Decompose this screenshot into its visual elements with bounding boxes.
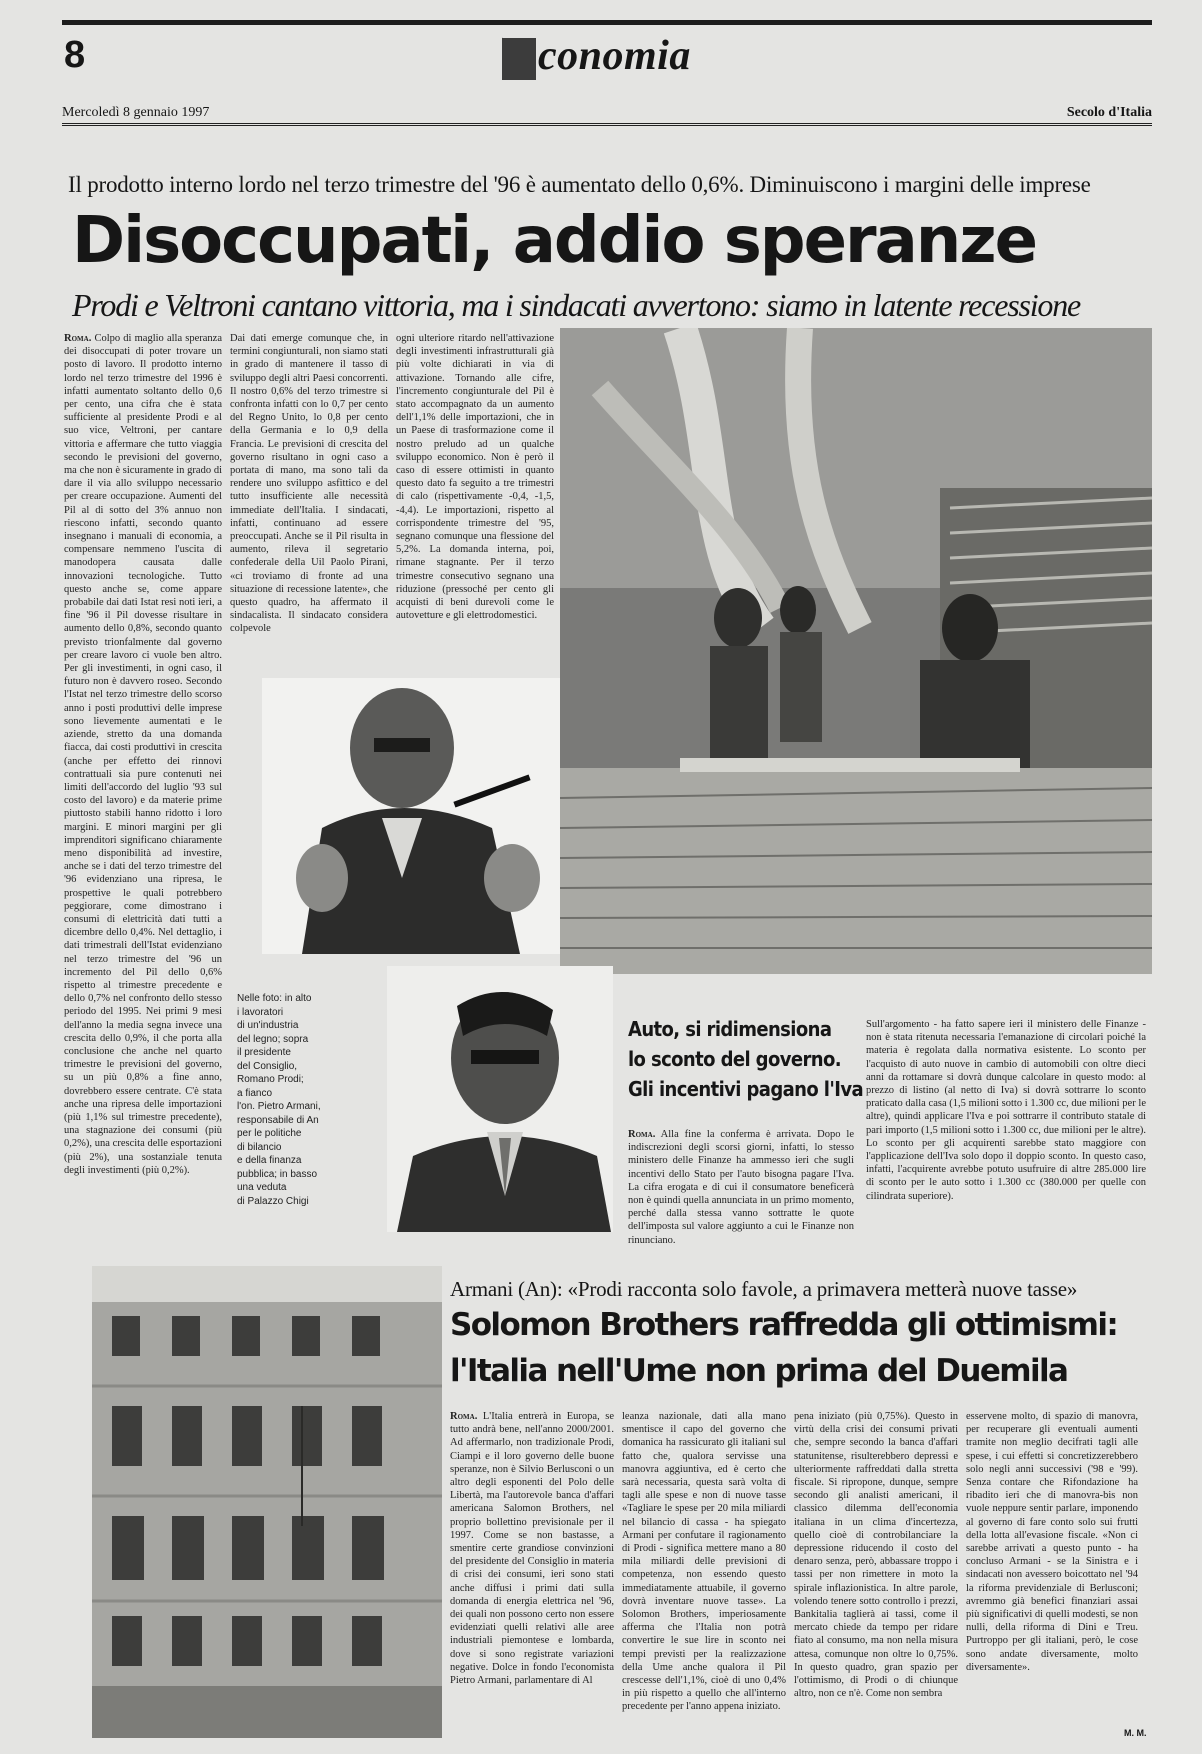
- second-headline-line-2: l'Italia nell'Ume non prima del Duemila: [450, 1353, 1068, 1389]
- main-headline: Disoccupati, addio speranze: [72, 204, 1036, 278]
- second-column-1-text: L'Italia entrerà in Europa, se tutto andrà bene, nell'anno 2000/2001. Ad affermarlo, non tradizionale Prodi, Ciampi e il loro governo delle buone speranze, non è Silvio Berlusconi o un altro degli esponenti del Polo delle Libertà, ma l'autorevole banca d'affari americana Salomon Brothers, nel proprio bollettino previsionale per il 1997. Come se non bastasse, a smentire certe grandiose convinzioni del presidente del Consiglio in materia di crisi dei consumi, ieri sono stati anche diffusi i primi dati sulla domanda di energia elettrica nel '96, dei quali non possono certo non essere evidenziati quelli relativi alle aree industriali piemontese e lombarda, dove si sono registrate variazioni negative. Dolce in fondo l'economista Pietro Armani, parlamentare di Al: [450, 1411, 614, 1687]
- prodi-photo: [262, 678, 560, 954]
- workers-illustration: [560, 328, 1152, 974]
- second-column-3-text: pena iniziato (più 0,75%). Questo in virtù della crisi dei consumi privati che, sempre secondo la banca d'affari statunitense, risulterebbero depressi e ulteriormente raffreddati dalla stretta fiscale. Si ripropone, dunque, sempre secondo gli analisti americani, il classico dilemma dell'economia italiana in un clima d'incertezza, quello cioè di controbilanciare la depressione riducendo il costo del denaro senza, però, abbassare troppo i tassi per non rimettere in moto la spirale inflazionistica. In altre parole, volendo tenere sotto controllo i prezzi, Bankitalia taglierà ai tassi, come il mercato chiede da tempo per ridare fiato al consumo, ma non nella misura attesa, comunque non oltre lo 0,75%. In questo quadro, gran spazio per l'ottimismo, di Prodi o di chiunque altro, non ce n'è. Come non sembra: [794, 1411, 958, 1700]
- second-headline: [450, 1302, 1150, 1394]
- main-column-2-text: Dai dati emerge comunque che, in termini congiunturali, non siamo stati in grado di mantenere il tasso di sviluppo degli altri Paesi concorrenti. Il nostro 0,6% del terzo trimestre si confronta infatti con lo 0,7 per cento del Regno Unito, lo 0,8 per cento della Germania e lo 0,9 della Francia. Le previsioni di crescita del governo risultano in ogni caso a portata di mano, ma sono tali da rendere uno sviluppo asfittico e del tutto insufficiente alle necessità immediate dell'Italia. I sindacati, infatti, continuano ad essere preoccupati. Anche se il Pil risulta in aumento, rileva il segretario confederale della Uil Paolo Pirani, «ci troviamo di fronte ad una situazione di recessione latente», che questo quadro, ha affermato il sindacalista. Il sindacato considera colpevole: [230, 333, 388, 635]
- sidebar-headline-line: Gli incentivi pagano l'Iva: [628, 1077, 864, 1101]
- second-headline-line-1: Solomon Brothers raffredda gli ottimismi:: [450, 1307, 1118, 1343]
- author-signature: M. M.: [1124, 1728, 1147, 1738]
- issue-date: Mercoledì 8 gennaio 1997: [62, 105, 210, 120]
- main-column-3-text: ogni ulteriore ritardo nell'attivazione degli investimenti infrastrutturali già più volte dichiarati in via di attivazione. Tornando alle cifre, l'incremento congiunturale del Pil è stato accompagnato da un aumento dell'1,1% delle importazioni, che in un Paese di trasformazione come il nostro preludo ad un qualche sviluppo economico. Non è però il caso di essere ottimisti in quanto questo dato fa seguito a tre trimestri di calo (rispettivamente -0,4, -1,5, -4,4). Le importazioni, rispetto al corrispondente trimestre del '95, segnano comunque una flessione del 5,2%. La domanda interna, poi, rimane stagnante. Per il terzo trimestre consecutivo segnano una riduzione (pressoché per cento gli acquisti di beni durevoli come le autovetture e gli elettrodomestici.: [396, 333, 554, 622]
- palazzo-chigi-photo: [92, 1266, 442, 1738]
- workers-photo: [560, 328, 1152, 974]
- sidebar-dateline: Roma.: [628, 1129, 656, 1140]
- second-column-2: [622, 1410, 786, 1740]
- section-initial-block: E: [502, 38, 536, 80]
- sidebar-column-1-text: Alla fine la conferma è arrivata. Dopo le indiscrezioni degli scorsi giorni, infatti, lo stesso ministero delle Finanze ha ammesso ieri che sugli incentivi dello Stato per l'auto bisogna pagare l'Iva. La cifra erogata e di cui il consumatore beneficerà non è quindi quella annunciata in un primo momento, perché dalla stessa vanno sottratte le quote dell'imposta sul valore aggiunto a cui le Finanze non rinunciano.: [628, 1129, 854, 1246]
- second-column-1: [450, 1410, 614, 1740]
- main-column-1-text: Colpo di maglio alla speranza dei disoccupati di poter trovare un posto di lavoro. Il prodotto interno lordo nel terzo trimestre del 1996 è infatti aumentato soltanto dello 0,6 per cento, una cifra che è stata sufficiente al presidente Prodi e al suo vice, Veltroni, per cantare vittoria e affermare che tutto viaggia secondo le previsioni del governo, ma che non è sicuramente in grado di dare il via allo sviluppo necessario per creare occupazione. Aumenti del Pil al di sotto del 3% annuo non riescono infatti, secondo quanto insegnano i manuali di economia, a compensare nemmeno l'uscita di manodopera causata dalle innovazioni tecnologiche. Tutto questo anche se, come appare probabile dai dati Istat resi noti ieri, a fine '96 il Pil dovesse risultare in aumento dello 0,8%, secondo quanto previsto trionfalmente dal governo per creare lavoro ci vuole ben altro. Per gli investimenti, in ogni caso, il futuro non è davvero roseo. Secondo l'Istat nel terzo trimestre dello scorso anno i posti produttivi delle imprese sono lievemente aumentati e le aziende, stretto da una domanda fiacca, dai costi produttivi in crescita (anche per effetto dei rinnovi contrattuali sia pure contenuti nei limiti dell'accordo del luglio '93 sul costo del lavoro) e da materie prime piuttosto stabili hanno ridotto i loro margini. E minori margini per gli imprenditori significano chiaramente meno disponibilità ad investire, anche se i dati del terzo trimestre del '96 evidenziano una ripresa, le prospettive le quali potrebbero peggiorare, come dimostrano i consumi di elettricità dati tutti a dicembre dello 0,4%. Nel dettaglio, i dati trimestrali dell'Istat evidenziano nel terzo trimestre del '96 un incremento del Pil dello 0,6% rispetto al trimestre precedente e dello 0,7% nel confronto dello stesso periodo del 1995. Nei primi 9 mesi dell'anno la media segna invece una crescita dello 0,9%, il che porta alla conclusione che anche nel quarto trimestre le previsioni del governo, su un più 0,8% a fine anno, dovrebbero essere centrate. C'è stata anche una ripresa delle importazioni (più 1,1% sul trimestre precedente), una stagnazione dei consumi (più 0,2%), una crescita delle esportazioni (più 2%), una sostanziale tenuta degli investimenti (più 0,2%).: [64, 333, 222, 1176]
- sidebar-column-2: [866, 1018, 1146, 1250]
- caption-line: di un'industria: [237, 1020, 299, 1031]
- palazzo-chigi-illustration: [92, 1266, 442, 1738]
- second-dateline: Roma.: [450, 1411, 478, 1422]
- caption-line: i lavoratori: [237, 1006, 284, 1018]
- second-column-2-text: leanza nazionale, dati alla mano smentisce il capo del governo che domanica ha rassicurato gli italiani sul fatto che, qualora servisse una manovra aggiuntiva, ed è certo che sarà necessaria, questa sarà volta di tagli alle spese e non di nuove tasse «Tagliare le spese per 20 mila miliardi nel bilancio di cassa - ha spiegato Armani per confutare il ragionamento di Prodi - significa mettere mano a 80 mila miliardi delle previsioni di competenza, non essendo questo immediatamente attuabile, il governo dovrà inventare nuove tasse». La Solomon Brothers, imperiosamente afferma che l'Italia non potrà convertire le sue lire in sconto nei tempi previsti per la realizzazione della Ume anche qualora il Pil crescesse dell'1,1%, cioè di uno 0,4% in più rispetto a quello che all'interno precedente per l'anno appena iniziato.: [622, 1411, 786, 1713]
- caption-line: e della finanza: [237, 1155, 302, 1166]
- sidebar-headline: [628, 1014, 868, 1104]
- prodi-illustration: [262, 678, 560, 954]
- caption-line: di Palazzo Chigi: [237, 1195, 309, 1207]
- caption-line: Nelle foto: in alto: [237, 993, 312, 1004]
- sidebar-column-2-text: Sull'argomento - ha fatto sapere ieri il ministero delle Finanze - non è stata ritenuta necessaria l'emanazione di circolari poiché la materia è regolata dalla normativa esistente. Lo sconto per l'acquisto di auto nuove in cambio di automobili con oltre dieci anni da rottamare si dovrà dunque calcolare in questo modo: al prezzo di listino (al netto di Iva) si dovrà sottrarre lo sconto praticato dalla casa (1,5 milioni sotto i 1.300 cc, due milioni per le altre), quindi applicare l'Iva e poi sottrarre il contributo statale di pari importo (1,5 milioni sotto i 1.300 cc, due milioni per le altre). Lo sconto per gli acquirenti sarebbe stato maggiore con l'applicazione dell'Iva solo dopo il doppio sconto. In questo caso, infatti, l'acquirente avrebbe potuto usufruire di altre 285.000 lire di sconto per le auto sotto i 1.300 cc (380.000 per quelle con cilindrata superiore).: [866, 1019, 1146, 1202]
- sidebar-column-1: [628, 1128, 854, 1250]
- caption-line: il presidente: [237, 1047, 291, 1058]
- main-column-3: [396, 332, 554, 670]
- caption-line: di bilancio: [237, 1141, 282, 1153]
- main-column-1: [64, 332, 222, 1252]
- caption-line: a fianco: [237, 1087, 273, 1099]
- photo-caption: [237, 992, 357, 1208]
- caption-line: pubblica; in basso: [237, 1168, 318, 1180]
- armani-illustration: [387, 966, 613, 1232]
- second-kicker: Armani (An): «Prodi racconta solo favole, a primavera metterà nuove tasse»: [450, 1277, 1078, 1301]
- caption-line: una veduta: [237, 1182, 287, 1193]
- newspaper-page: [62, 14, 1152, 1744]
- section-name: conomia: [538, 33, 691, 79]
- caption-line: responsabile di An: [237, 1114, 319, 1126]
- armani-photo: [387, 966, 613, 1232]
- dateline-bar: [62, 106, 1152, 126]
- section-title: [502, 32, 691, 80]
- caption-line: del Consiglio,: [237, 1060, 298, 1072]
- page-number: 8: [64, 34, 86, 76]
- caption-line: Romano Prodi;: [237, 1074, 304, 1085]
- second-column-4-text: esservene molto, di spazio di manovra, per recuperare gli eventuali aumenti tramite non meglio decifrati tagli alle spese, i cui effetti si concretizzerebbero solo negli anni successivi ('98 e '99). Senza contare che Rifondazione ha ribadito ieri che di manovra-bis non vuole neppure sentir parlare, imponendo al governo di fare conto solo sui frutti della lotta all'evasione fiscale. «Non ci sarebbe arrivati a questo punto - ha concluso Armani - se la Sinistra e i sindacati non avessero boicottato nel '94 la riforma previdenziale di Berlusconi; avremmo già benefici finanziari assai più significativi di quelli modesti, se non nulli, della riforma di Dini e Treu. Purtroppo per gli italiani, però, le cose sono andate diversamente, molto diversamente».: [966, 1411, 1138, 1673]
- caption-line: l'on. Pietro Armani,: [237, 1101, 321, 1112]
- sidebar-headline-line: Auto, si ridimensiona: [628, 1017, 832, 1041]
- second-column-4: [966, 1410, 1138, 1726]
- caption-line: del legno; sopra: [237, 1033, 309, 1045]
- second-column-3: [794, 1410, 958, 1740]
- caption-line: per le politiche: [237, 1128, 302, 1139]
- main-kicker: Il prodotto interno lordo nel terzo trimestre del '96 è aumentato dello 0,6%. Diminuiscono i margini delle imprese: [68, 172, 1091, 197]
- main-subheadline: Prodi e Veltroni cantano vittoria, ma i sindacati avvertono: siamo in latente recessione: [72, 287, 1080, 323]
- top-rule: [62, 20, 1152, 25]
- main-column-2: [230, 332, 388, 677]
- dateline-location: Roma.: [64, 333, 92, 344]
- paper-name: Secolo d'Italia: [1066, 105, 1152, 120]
- sidebar-headline-line: lo sconto del governo.: [628, 1047, 841, 1071]
